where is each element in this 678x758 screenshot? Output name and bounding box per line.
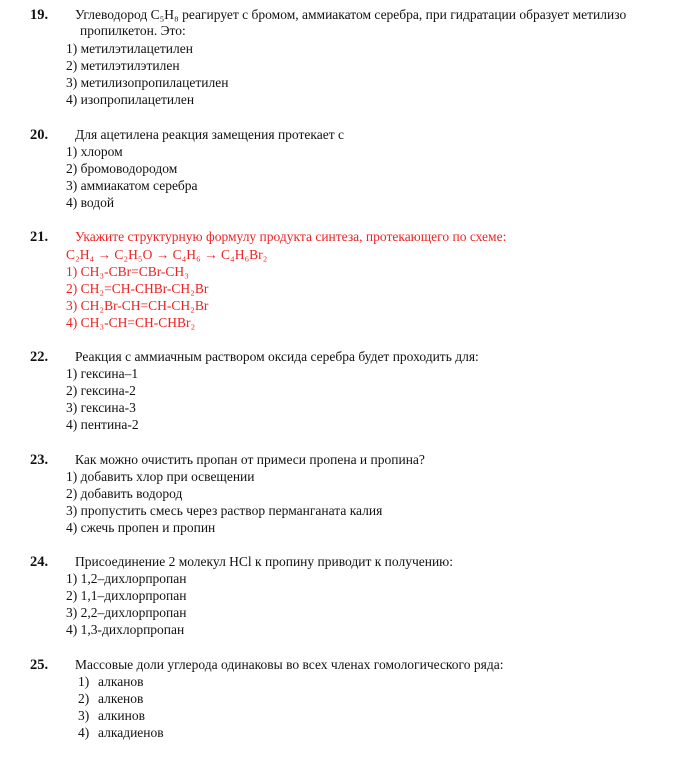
answer-option[interactable]: 2) CH₂=CH-CHBr-CH₂Br xyxy=(66,281,209,296)
question-text: Для ацетилена реакция замещения протекает с xyxy=(75,127,344,142)
answer-option[interactable] xyxy=(78,725,164,741)
question-text-continued: пропилкетон. Это: xyxy=(80,23,186,38)
answer-option[interactable]: 1) 1,2–дихлорпропан xyxy=(66,571,187,586)
option-number: 2) xyxy=(78,691,90,706)
question-number: 20. xyxy=(30,127,49,143)
answer-option[interactable]: 3) пропустить смесь через раствор перманганата калия xyxy=(66,503,383,518)
answer-option[interactable] xyxy=(78,674,144,690)
answer-option[interactable]: 2) гексина-2 xyxy=(66,383,136,398)
answer-option[interactable]: 1) добавить хлор при освещении xyxy=(66,469,255,484)
option-number: 3) xyxy=(78,708,90,723)
option-number: 4) xyxy=(78,725,90,740)
question-text: Реакция с аммиачным раствором оксида серебра будет проходить для: xyxy=(75,349,479,364)
answer-option[interactable] xyxy=(78,691,143,707)
answer-option[interactable]: 3) 2,2–дихлорпропан xyxy=(66,605,187,620)
option-text: алкенов xyxy=(98,691,144,706)
option-text: алкадиенов xyxy=(98,725,164,740)
answer-option[interactable]: 3) CH₂Br-CH=CH-CH₂Br xyxy=(66,298,209,313)
question-text: Присоединение 2 молекул HCl к пропину приводит к получению: xyxy=(75,554,454,569)
option-text: алкинов xyxy=(98,708,145,723)
answer-option[interactable]: 1) метилэтилацетилен xyxy=(66,41,193,56)
option-number: 1) xyxy=(78,674,90,689)
answer-option[interactable]: 1) хлором xyxy=(66,144,123,159)
option-text: алканов xyxy=(98,674,144,689)
answer-option[interactable]: 2) добавить водород xyxy=(66,486,183,501)
answer-option[interactable]: 4) водой xyxy=(66,195,115,210)
answer-option[interactable]: 3) метилизопропилацетилен xyxy=(66,75,229,90)
answer-option[interactable]: 4) изопропилацетилен xyxy=(66,92,195,107)
answer-option[interactable]: 2) метилэтилэтилен xyxy=(66,58,180,73)
question-number: 25. xyxy=(30,657,49,673)
answer-option[interactable]: 4) CH₃-CH=CH-CHBr₂ xyxy=(66,315,196,330)
question-number: 24. xyxy=(30,554,49,570)
answer-option[interactable]: 4) пентина-2 xyxy=(66,417,139,432)
answer-option[interactable]: 2) 1,1–дихлорпропан xyxy=(66,588,187,603)
question-number: 19. xyxy=(30,7,49,23)
question-number: 21. xyxy=(30,229,49,245)
answer-option[interactable]: 1) CH₃-CBr=CBr-CH₃ xyxy=(66,264,189,279)
answer-option[interactable]: 3) гексина-3 xyxy=(66,400,136,415)
answer-option[interactable]: 4) сжечь пропен и пропин xyxy=(66,520,216,535)
answer-option[interactable]: 4) 1,3-дихлорпропан xyxy=(66,622,185,637)
reaction-scheme: C₂H₄ → C₂H₅O → C₄H₆ → C₄H₆Br₂ xyxy=(66,247,268,262)
answer-option[interactable]: 3) аммиакатом серебра xyxy=(66,178,198,193)
question-text: Углеводород C₅H₈ реагирует с бромом, аммиакатом серебра, при гидратации образует метилизо xyxy=(75,7,627,22)
answer-option[interactable] xyxy=(78,708,145,724)
question-text: Массовые доли углерода одинаковы во всех членах гомологического ряда: xyxy=(75,657,504,672)
question-text: Укажите структурную формулу продукта синтеза, протекающего по схеме: xyxy=(75,229,507,244)
answer-option[interactable]: 2) бромоводородом xyxy=(66,161,178,176)
question-number: 22. xyxy=(30,349,49,365)
question-text: Как можно очистить пропан от примеси пропена и пропина? xyxy=(75,452,425,467)
question-number: 23. xyxy=(30,452,49,468)
answer-option[interactable]: 1) гексина–1 xyxy=(66,366,139,381)
